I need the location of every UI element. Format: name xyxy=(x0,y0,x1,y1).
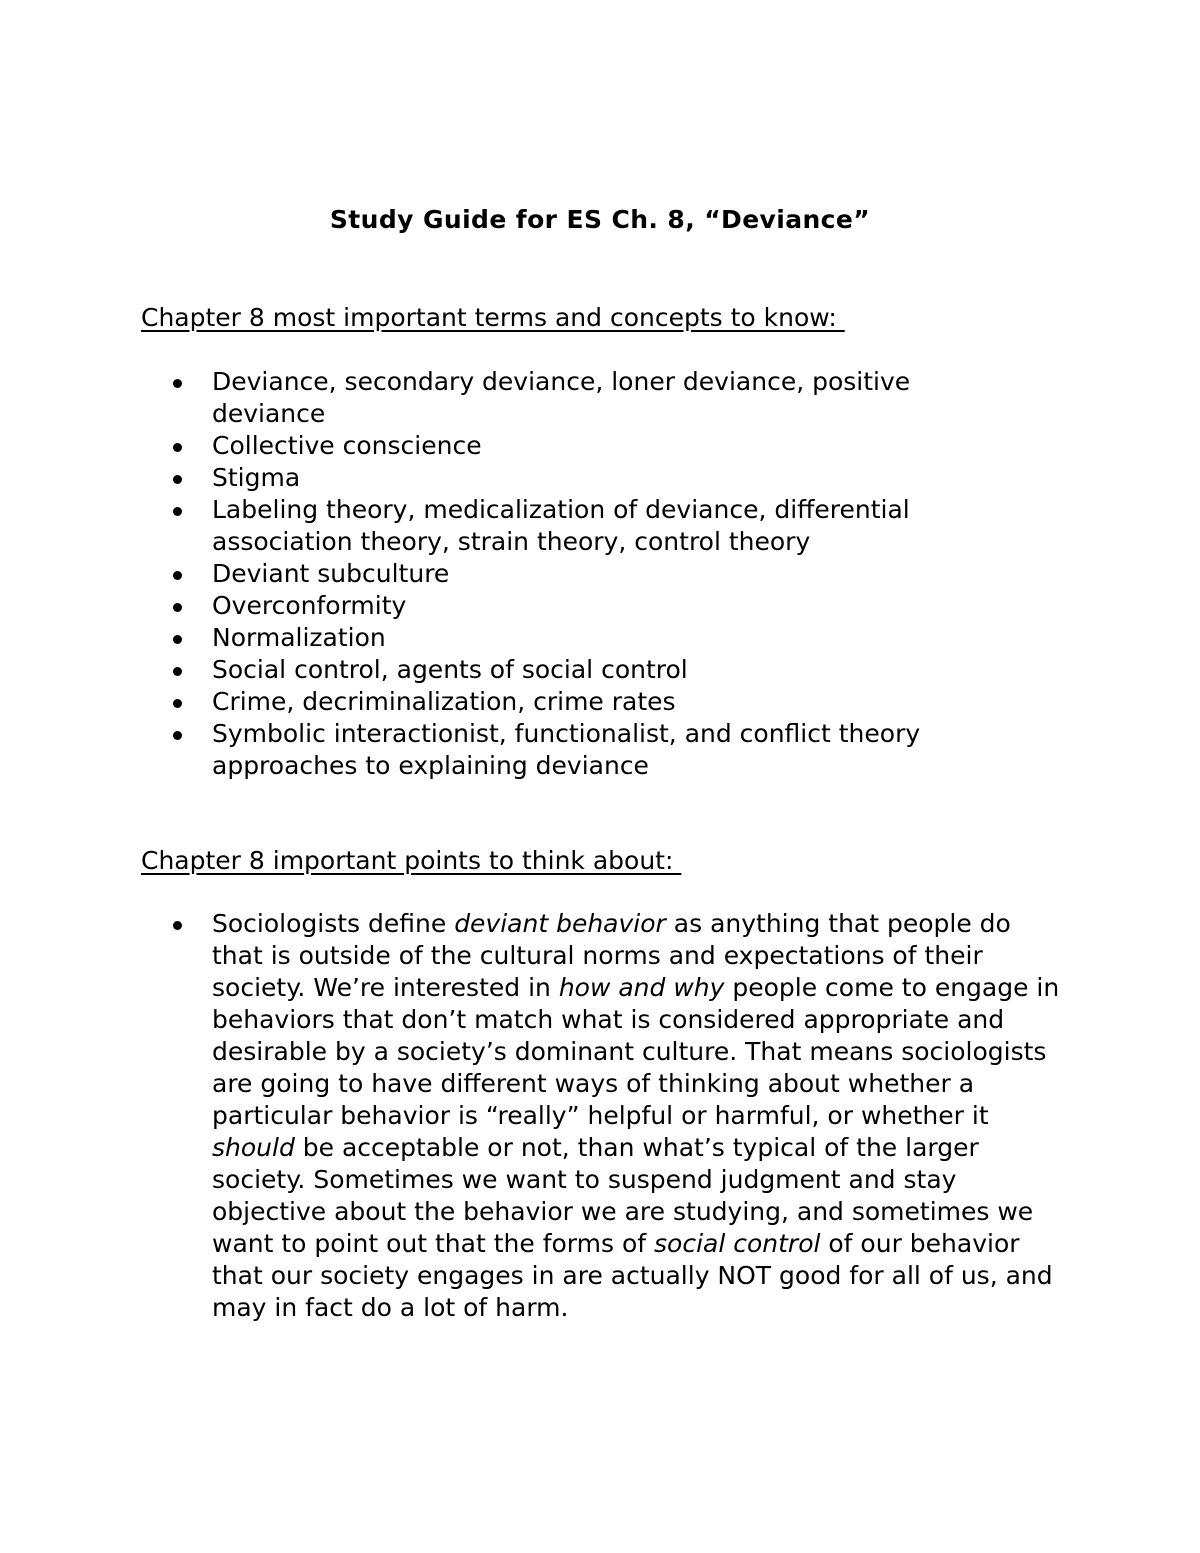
paragraph-segment: of our behavior that our society engages in are actually NOT good for all of us, and may in fact do a lot of harm. xyxy=(212,1229,1053,1322)
terms-list xyxy=(212,366,1012,782)
list-item-text: Deviant subculture xyxy=(212,559,450,588)
bullet-icon xyxy=(173,731,182,740)
list-item-text: Deviance, secondary deviance, loner deviance, positive deviance xyxy=(212,367,911,428)
bullet-icon xyxy=(173,475,182,484)
bullet-icon xyxy=(173,921,182,930)
list-item xyxy=(212,718,1012,782)
list-item xyxy=(212,430,1012,462)
list-item-text: Normalization xyxy=(212,623,386,652)
list-item xyxy=(212,494,1012,558)
list-item xyxy=(212,654,1012,686)
bullet-icon xyxy=(173,603,182,612)
document-title: Study Guide for ES Ch. 8, “Deviance” xyxy=(329,205,871,234)
paragraph-segment: Sociologists define xyxy=(212,909,455,938)
points-list xyxy=(212,908,1062,1324)
bullet-icon xyxy=(173,635,182,644)
bullet-icon xyxy=(173,699,182,708)
list-item xyxy=(212,908,1062,1324)
emphasis-deviant-behavior: deviant behavior xyxy=(454,909,666,938)
bullet-icon xyxy=(173,443,182,452)
list-item-text: Overconformity xyxy=(212,591,407,620)
paragraph-segment: people come to engage in behaviors that don’t match what is considered appropriate and desirable by a society’s dominant culture. That means sociologists are going to have different ways of thinking about whether a particular behavior is “really” helpful or harmful, or whether it xyxy=(212,973,1060,1130)
list-item xyxy=(212,558,1012,590)
list-item-text: Stigma xyxy=(212,463,301,492)
section-heading-terms: Chapter 8 most important terms and concepts to know: xyxy=(141,303,845,332)
paragraph-text xyxy=(212,909,1059,1322)
list-item-text: Labeling theory, medicalization of deviance, differential association theory, strain theory, control theory xyxy=(212,495,910,556)
list-item xyxy=(212,590,1012,622)
bullet-icon xyxy=(173,571,182,580)
list-item-text: Symbolic interactionist, functionalist, and conflict theory approaches to explaining deviance xyxy=(212,719,921,780)
list-item xyxy=(212,686,1012,718)
paragraph-segment: as anything that people do that is outside of the cultural norms and expectations of their society. We’re interested in xyxy=(212,909,1011,1002)
emphasis-how-and-why: how and why xyxy=(558,973,725,1002)
list-item xyxy=(212,366,1012,430)
emphasis-social-control: social control xyxy=(654,1229,821,1258)
emphasis-should: should xyxy=(212,1133,295,1162)
list-item xyxy=(212,462,1012,494)
bullet-icon xyxy=(173,507,182,516)
paragraph-segment: be acceptable or not, than what’s typical of the larger society. Sometimes we want to suspend judgment and stay objective about the behavior we are studying, and sometimes we want to point out that the forms of xyxy=(212,1133,1034,1258)
section-heading-points: Chapter 8 important points to think about: xyxy=(141,846,682,875)
list-item-text: Social control, agents of social control xyxy=(212,655,688,684)
list-item-text: Collective conscience xyxy=(212,431,482,460)
bullet-icon xyxy=(173,379,182,388)
list-item-text: Crime, decriminalization, crime rates xyxy=(212,687,676,716)
bullet-icon xyxy=(173,667,182,676)
list-item xyxy=(212,622,1012,654)
